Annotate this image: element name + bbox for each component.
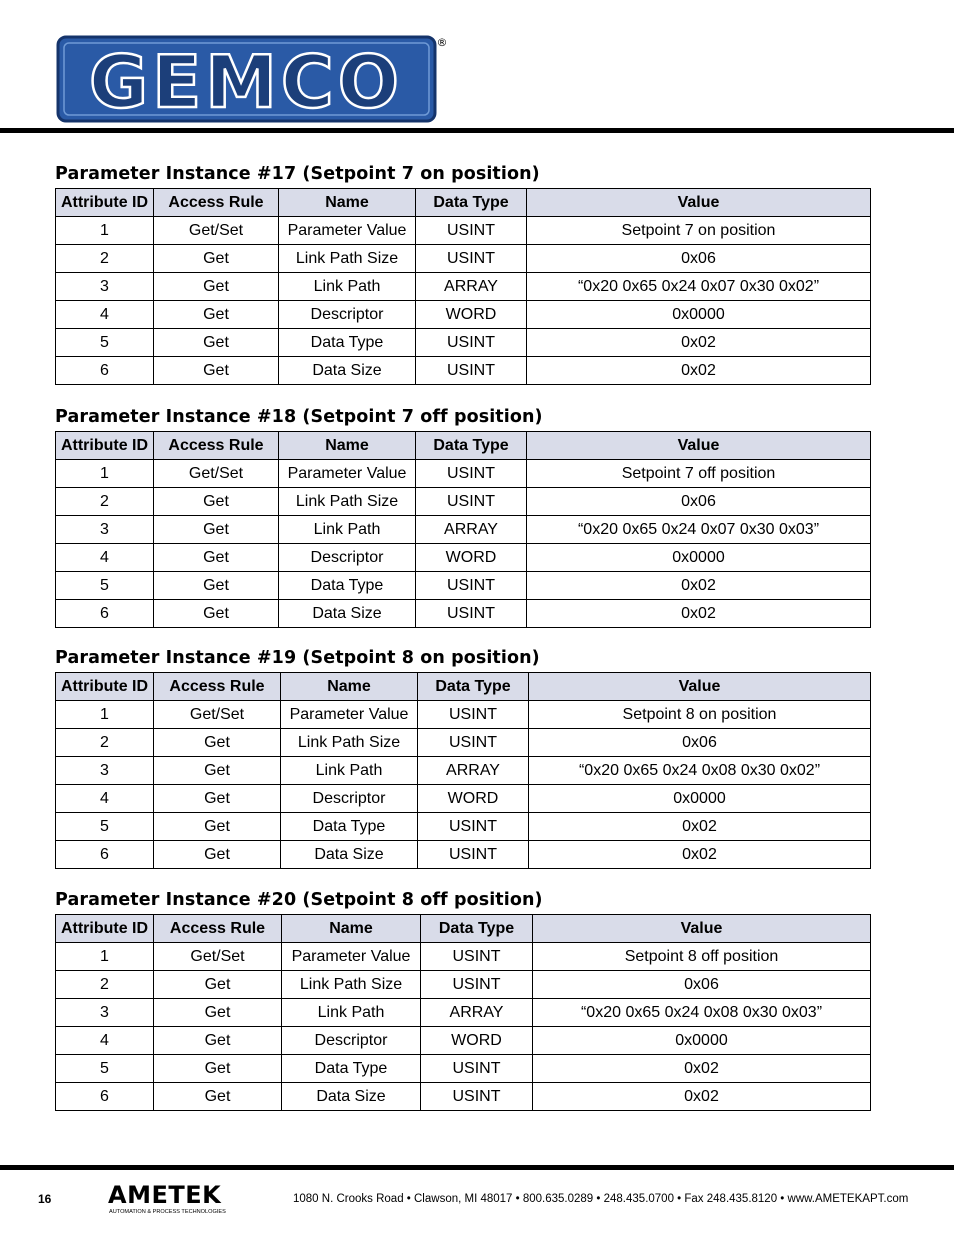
table-row	[56, 488, 871, 516]
section-title: Parameter Instance #19 (Setpoint 8 on position)	[55, 648, 540, 668]
table-cell: Data Size	[279, 600, 416, 628]
table-header-row	[56, 189, 871, 217]
column-header: Name	[279, 189, 416, 217]
table-row	[56, 1027, 871, 1055]
table-row	[56, 600, 871, 628]
table-cell: Link Path	[282, 999, 421, 1027]
table-cell: 0x0000	[527, 301, 871, 329]
table-cell: Link Path	[279, 516, 416, 544]
table-cell: Get	[154, 301, 279, 329]
table-cell: 0x02	[533, 1055, 871, 1083]
table-cell: Get/Set	[154, 217, 279, 245]
table-cell: 3	[56, 999, 154, 1027]
column-header: Attribute ID	[56, 189, 154, 217]
table-cell: USINT	[416, 488, 527, 516]
table-cell: USINT	[421, 1083, 533, 1111]
table-cell: ARRAY	[418, 757, 529, 785]
table-row	[56, 329, 871, 357]
table-cell: USINT	[421, 1055, 533, 1083]
section-title: Parameter Instance #20 (Setpoint 8 off position)	[55, 890, 543, 910]
table-cell: 5	[56, 572, 154, 600]
table-cell: Get/Set	[154, 943, 282, 971]
table-cell: 1	[56, 217, 154, 245]
table-cell: 0x0000	[527, 544, 871, 572]
table-cell: Data Type	[279, 329, 416, 357]
table-cell: WORD	[416, 301, 527, 329]
table-cell: Parameter Value	[281, 701, 418, 729]
table-cell: Get	[154, 357, 279, 385]
table-cell: Parameter Value	[282, 943, 421, 971]
table-cell: ARRAY	[416, 516, 527, 544]
table-cell: 0x06	[529, 729, 871, 757]
table-cell: Descriptor	[279, 544, 416, 572]
table-cell: Get	[154, 729, 281, 757]
table-cell: USINT	[416, 572, 527, 600]
table-cell: Get	[154, 516, 279, 544]
table-cell: 5	[56, 329, 154, 357]
table-cell: 3	[56, 757, 154, 785]
table-row	[56, 357, 871, 385]
table-cell: 2	[56, 971, 154, 999]
table-cell: Get	[154, 757, 281, 785]
table-cell: USINT	[421, 971, 533, 999]
table-cell: Get	[154, 600, 279, 628]
gemco-logo	[56, 34, 451, 124]
column-header: Data Type	[416, 432, 527, 460]
table-cell: Get	[154, 841, 281, 869]
table-cell: USINT	[416, 217, 527, 245]
column-header: Attribute ID	[56, 432, 154, 460]
table-row	[56, 1055, 871, 1083]
table-cell: 2	[56, 729, 154, 757]
table-cell: Get	[154, 544, 279, 572]
parameter-table	[55, 431, 871, 628]
ametek-wordmark: AMETEK	[108, 1181, 222, 1209]
table-cell: Get	[154, 785, 281, 813]
section-title: Parameter Instance #17 (Setpoint 7 on position)	[55, 164, 540, 184]
table-cell: Parameter Value	[279, 217, 416, 245]
table-cell: Get	[154, 999, 282, 1027]
logo-wordmark: GEMCO	[89, 40, 403, 124]
table-cell: Data Type	[281, 813, 418, 841]
table-row	[56, 757, 871, 785]
table-cell: 2	[56, 245, 154, 273]
table-header-row	[56, 432, 871, 460]
footer-address: 1080 N. Crooks Road • Clawson, MI 48017 • 800.635.0289 • 248.435.0700 • Fax 248.435.8120 • www.AMETEKAPT.com	[293, 1193, 909, 1205]
table-row	[56, 245, 871, 273]
table-cell: 3	[56, 273, 154, 301]
table-cell: 1	[56, 943, 154, 971]
table-row	[56, 301, 871, 329]
table-row	[56, 841, 871, 869]
table-cell: 1	[56, 460, 154, 488]
column-header: Data Type	[421, 915, 533, 943]
table-cell: 5	[56, 813, 154, 841]
table-cell: 0x06	[527, 488, 871, 516]
table-cell: USINT	[416, 245, 527, 273]
table-row	[56, 729, 871, 757]
table-row	[56, 813, 871, 841]
table-cell: USINT	[416, 357, 527, 385]
table-cell: Get	[154, 1083, 282, 1111]
table-row	[56, 217, 871, 245]
column-header: Name	[281, 673, 418, 701]
column-header: Data Type	[416, 189, 527, 217]
ametek-logo	[106, 1181, 254, 1215]
table-cell: Setpoint 8 off position	[533, 943, 871, 971]
table-cell: 0x02	[529, 841, 871, 869]
column-header: Attribute ID	[56, 915, 154, 943]
parameter-table	[55, 914, 871, 1111]
column-header: Value	[527, 432, 871, 460]
table-cell: Get	[154, 572, 279, 600]
table-cell: Link Path Size	[282, 971, 421, 999]
ametek-tagline: AUTOMATION & PROCESS TECHNOLOGIES	[109, 1209, 226, 1215]
table-row	[56, 943, 871, 971]
table-row	[56, 273, 871, 301]
header-rule	[0, 128, 954, 133]
table-cell: Get/Set	[154, 701, 281, 729]
page-number: 16	[38, 1192, 52, 1206]
table-row	[56, 516, 871, 544]
table-cell: 0x02	[533, 1083, 871, 1111]
table-cell: WORD	[418, 785, 529, 813]
table-cell: Setpoint 7 on position	[527, 217, 871, 245]
column-header: Access Rule	[154, 915, 282, 943]
table-cell: 0x0000	[529, 785, 871, 813]
table-row	[56, 1083, 871, 1111]
table-cell: Descriptor	[281, 785, 418, 813]
table-cell: 6	[56, 841, 154, 869]
table-cell: Get	[154, 329, 279, 357]
table-cell: Get	[154, 1055, 282, 1083]
table-cell: 6	[56, 600, 154, 628]
column-header: Value	[533, 915, 871, 943]
table-cell: WORD	[421, 1027, 533, 1055]
table-cell: USINT	[416, 329, 527, 357]
table-cell: 6	[56, 357, 154, 385]
table-cell: Setpoint 7 off position	[527, 460, 871, 488]
table-cell: Get	[154, 245, 279, 273]
table-row	[56, 785, 871, 813]
column-header: Attribute ID	[56, 673, 154, 701]
table-cell: Get	[154, 1027, 282, 1055]
column-header: Access Rule	[154, 189, 279, 217]
table-cell: 4	[56, 544, 154, 572]
table-cell: Get	[154, 488, 279, 516]
table-cell: USINT	[418, 841, 529, 869]
table-cell: 0x06	[533, 971, 871, 999]
table-row	[56, 544, 871, 572]
table-cell: “0x20 0x65 0x24 0x08 0x30 0x03”	[533, 999, 871, 1027]
table-cell: USINT	[418, 729, 529, 757]
column-header: Value	[527, 189, 871, 217]
column-header: Value	[529, 673, 871, 701]
table-cell: Get	[154, 273, 279, 301]
column-header: Access Rule	[154, 432, 279, 460]
table-cell: Link Path	[279, 273, 416, 301]
table-cell: “0x20 0x65 0x24 0x07 0x30 0x02”	[527, 273, 871, 301]
parameter-table	[55, 672, 871, 869]
table-cell: USINT	[416, 600, 527, 628]
table-cell: USINT	[421, 943, 533, 971]
table-row	[56, 572, 871, 600]
table-cell: 4	[56, 785, 154, 813]
footer-rule	[0, 1165, 954, 1170]
table-cell: 2	[56, 488, 154, 516]
table-row	[56, 701, 871, 729]
table-cell: Get/Set	[154, 460, 279, 488]
column-header: Name	[282, 915, 421, 943]
parameter-table	[55, 188, 871, 385]
table-cell: ARRAY	[416, 273, 527, 301]
table-cell: USINT	[418, 701, 529, 729]
table-cell: Data Type	[282, 1055, 421, 1083]
table-cell: Descriptor	[279, 301, 416, 329]
column-header: Data Type	[418, 673, 529, 701]
table-cell: Data Size	[281, 841, 418, 869]
table-cell: Data Type	[279, 572, 416, 600]
section-title: Parameter Instance #18 (Setpoint 7 off position)	[55, 407, 543, 427]
table-cell: WORD	[416, 544, 527, 572]
table-header-row	[56, 915, 871, 943]
table-cell: “0x20 0x65 0x24 0x07 0x30 0x03”	[527, 516, 871, 544]
table-cell: USINT	[416, 460, 527, 488]
table-cell: Link Path	[281, 757, 418, 785]
table-cell: USINT	[418, 813, 529, 841]
table-cell: 0x0000	[533, 1027, 871, 1055]
registered-mark: ®	[436, 36, 448, 49]
table-header-row	[56, 673, 871, 701]
table-cell: 3	[56, 516, 154, 544]
table-row	[56, 999, 871, 1027]
column-header: Name	[279, 432, 416, 460]
table-cell: Link Path Size	[279, 245, 416, 273]
table-cell: Setpoint 8 on position	[529, 701, 871, 729]
table-cell: Link Path Size	[281, 729, 418, 757]
table-cell: Data Size	[279, 357, 416, 385]
table-cell: 6	[56, 1083, 154, 1111]
table-row	[56, 971, 871, 999]
table-cell: Link Path Size	[279, 488, 416, 516]
table-cell: 0x02	[527, 357, 871, 385]
table-cell: Parameter Value	[279, 460, 416, 488]
table-cell: Get	[154, 813, 281, 841]
table-row	[56, 460, 871, 488]
table-cell: 0x02	[527, 600, 871, 628]
table-cell: “0x20 0x65 0x24 0x08 0x30 0x02”	[529, 757, 871, 785]
table-cell: 5	[56, 1055, 154, 1083]
table-cell: Data Size	[282, 1083, 421, 1111]
table-cell: 0x02	[529, 813, 871, 841]
table-cell: 0x02	[527, 572, 871, 600]
table-cell: 4	[56, 1027, 154, 1055]
table-cell: ARRAY	[421, 999, 533, 1027]
table-cell: Descriptor	[282, 1027, 421, 1055]
table-cell: Get	[154, 971, 282, 999]
table-cell: 1	[56, 701, 154, 729]
table-cell: 0x02	[527, 329, 871, 357]
table-cell: 4	[56, 301, 154, 329]
table-cell: 0x06	[527, 245, 871, 273]
column-header: Access Rule	[154, 673, 281, 701]
